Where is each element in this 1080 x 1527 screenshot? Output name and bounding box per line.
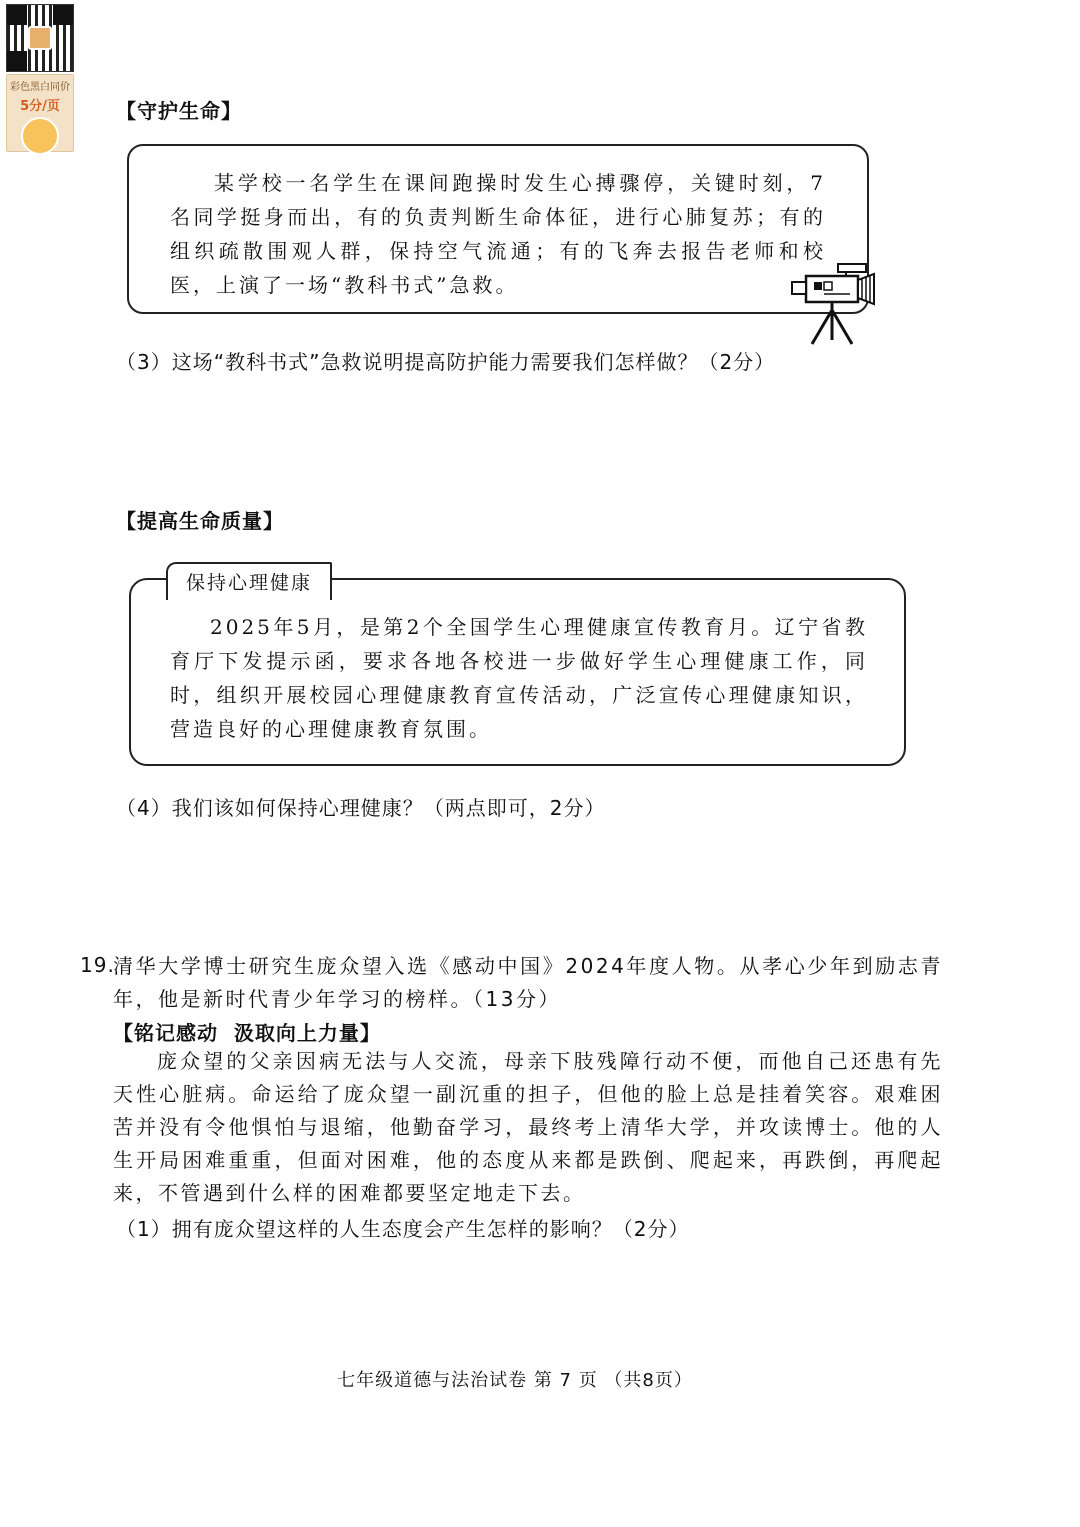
story-text-mental-health: 2025年5月，是第2个全国学生心理健康宣传教育月。辽宁省教育厅下发提示函，要求各地各校进一步做好学生心理健康工作，同时，组织开展校园心理健康教育宣传活动，广泛宣传心理健康知识，营造良好的心理健康教育氛围。 — [170, 615, 868, 741]
question-19-stem: 清华大学博士研究生庞众望入选《感动中国》2024年度人物。从孝心少年到励志青年，他是新时代青少年学习的榜样。（13分） — [113, 954, 943, 1011]
question-19-story: 庞众望的父亲因病无法与人交流，母亲下肢残障行动不便，而他自己还患有先天性心脏病。命运给了庞众望一副沉重的担子，但他的脸上总是挂着笑容。艰难困苦并没有令他惧怕与退缩，他勤奋学习，最终考上清华大学，并攻读博士。他的人生开局困难重重，但面对困难，他的态度从来都是跌倒、爬起来，再跌倒，再爬起来，不管遇到什么样的困难都要坚定地走下去。 — [113, 1049, 943, 1205]
page-footer: 七年级道德与法治试卷 第 7 页 （共8页） — [337, 1370, 693, 1391]
ad-line1: 彩色黑白同价 — [10, 82, 70, 93]
question-3: （3）这场“教科书式”急救说明提高防护能力需要我们怎样做？（2分） — [116, 350, 776, 374]
question-4: （4）我们该如何保持心理健康？（两点即可，2分） — [116, 796, 606, 820]
story-text-first-aid: 某学校一名学生在课间跑操时发生心搏骤停，关键时刻，7名同学挺身而出，有的负责判断生命体征，进行心肺复苏；有的组织疏散围观人群，保持空气流通；有的飞奔去报告老师和校医，上演了一场“教科书式”急救。 — [170, 171, 826, 297]
question-19-subheading: 【铭记感动 汲取向上力量】 — [113, 1021, 381, 1045]
question-19-1: （1）拥有庞众望这样的人生态度会产生怎样的影响？（2分） — [116, 1217, 690, 1241]
video-camera-icon — [788, 258, 878, 346]
print-ad-badge — [6, 74, 74, 152]
qr-avatar-icon — [28, 26, 52, 50]
ad-line2: 5分/页 — [20, 99, 60, 114]
question-19-number: 19. — [80, 953, 115, 977]
section-heading-life-quality: 【提高生命质量】 — [116, 509, 284, 533]
topic-tab-label: 保持心理健康 — [186, 572, 313, 594]
ad-logo-icon — [21, 117, 59, 155]
section-heading-protect-life: 【守护生命】 — [116, 99, 242, 123]
